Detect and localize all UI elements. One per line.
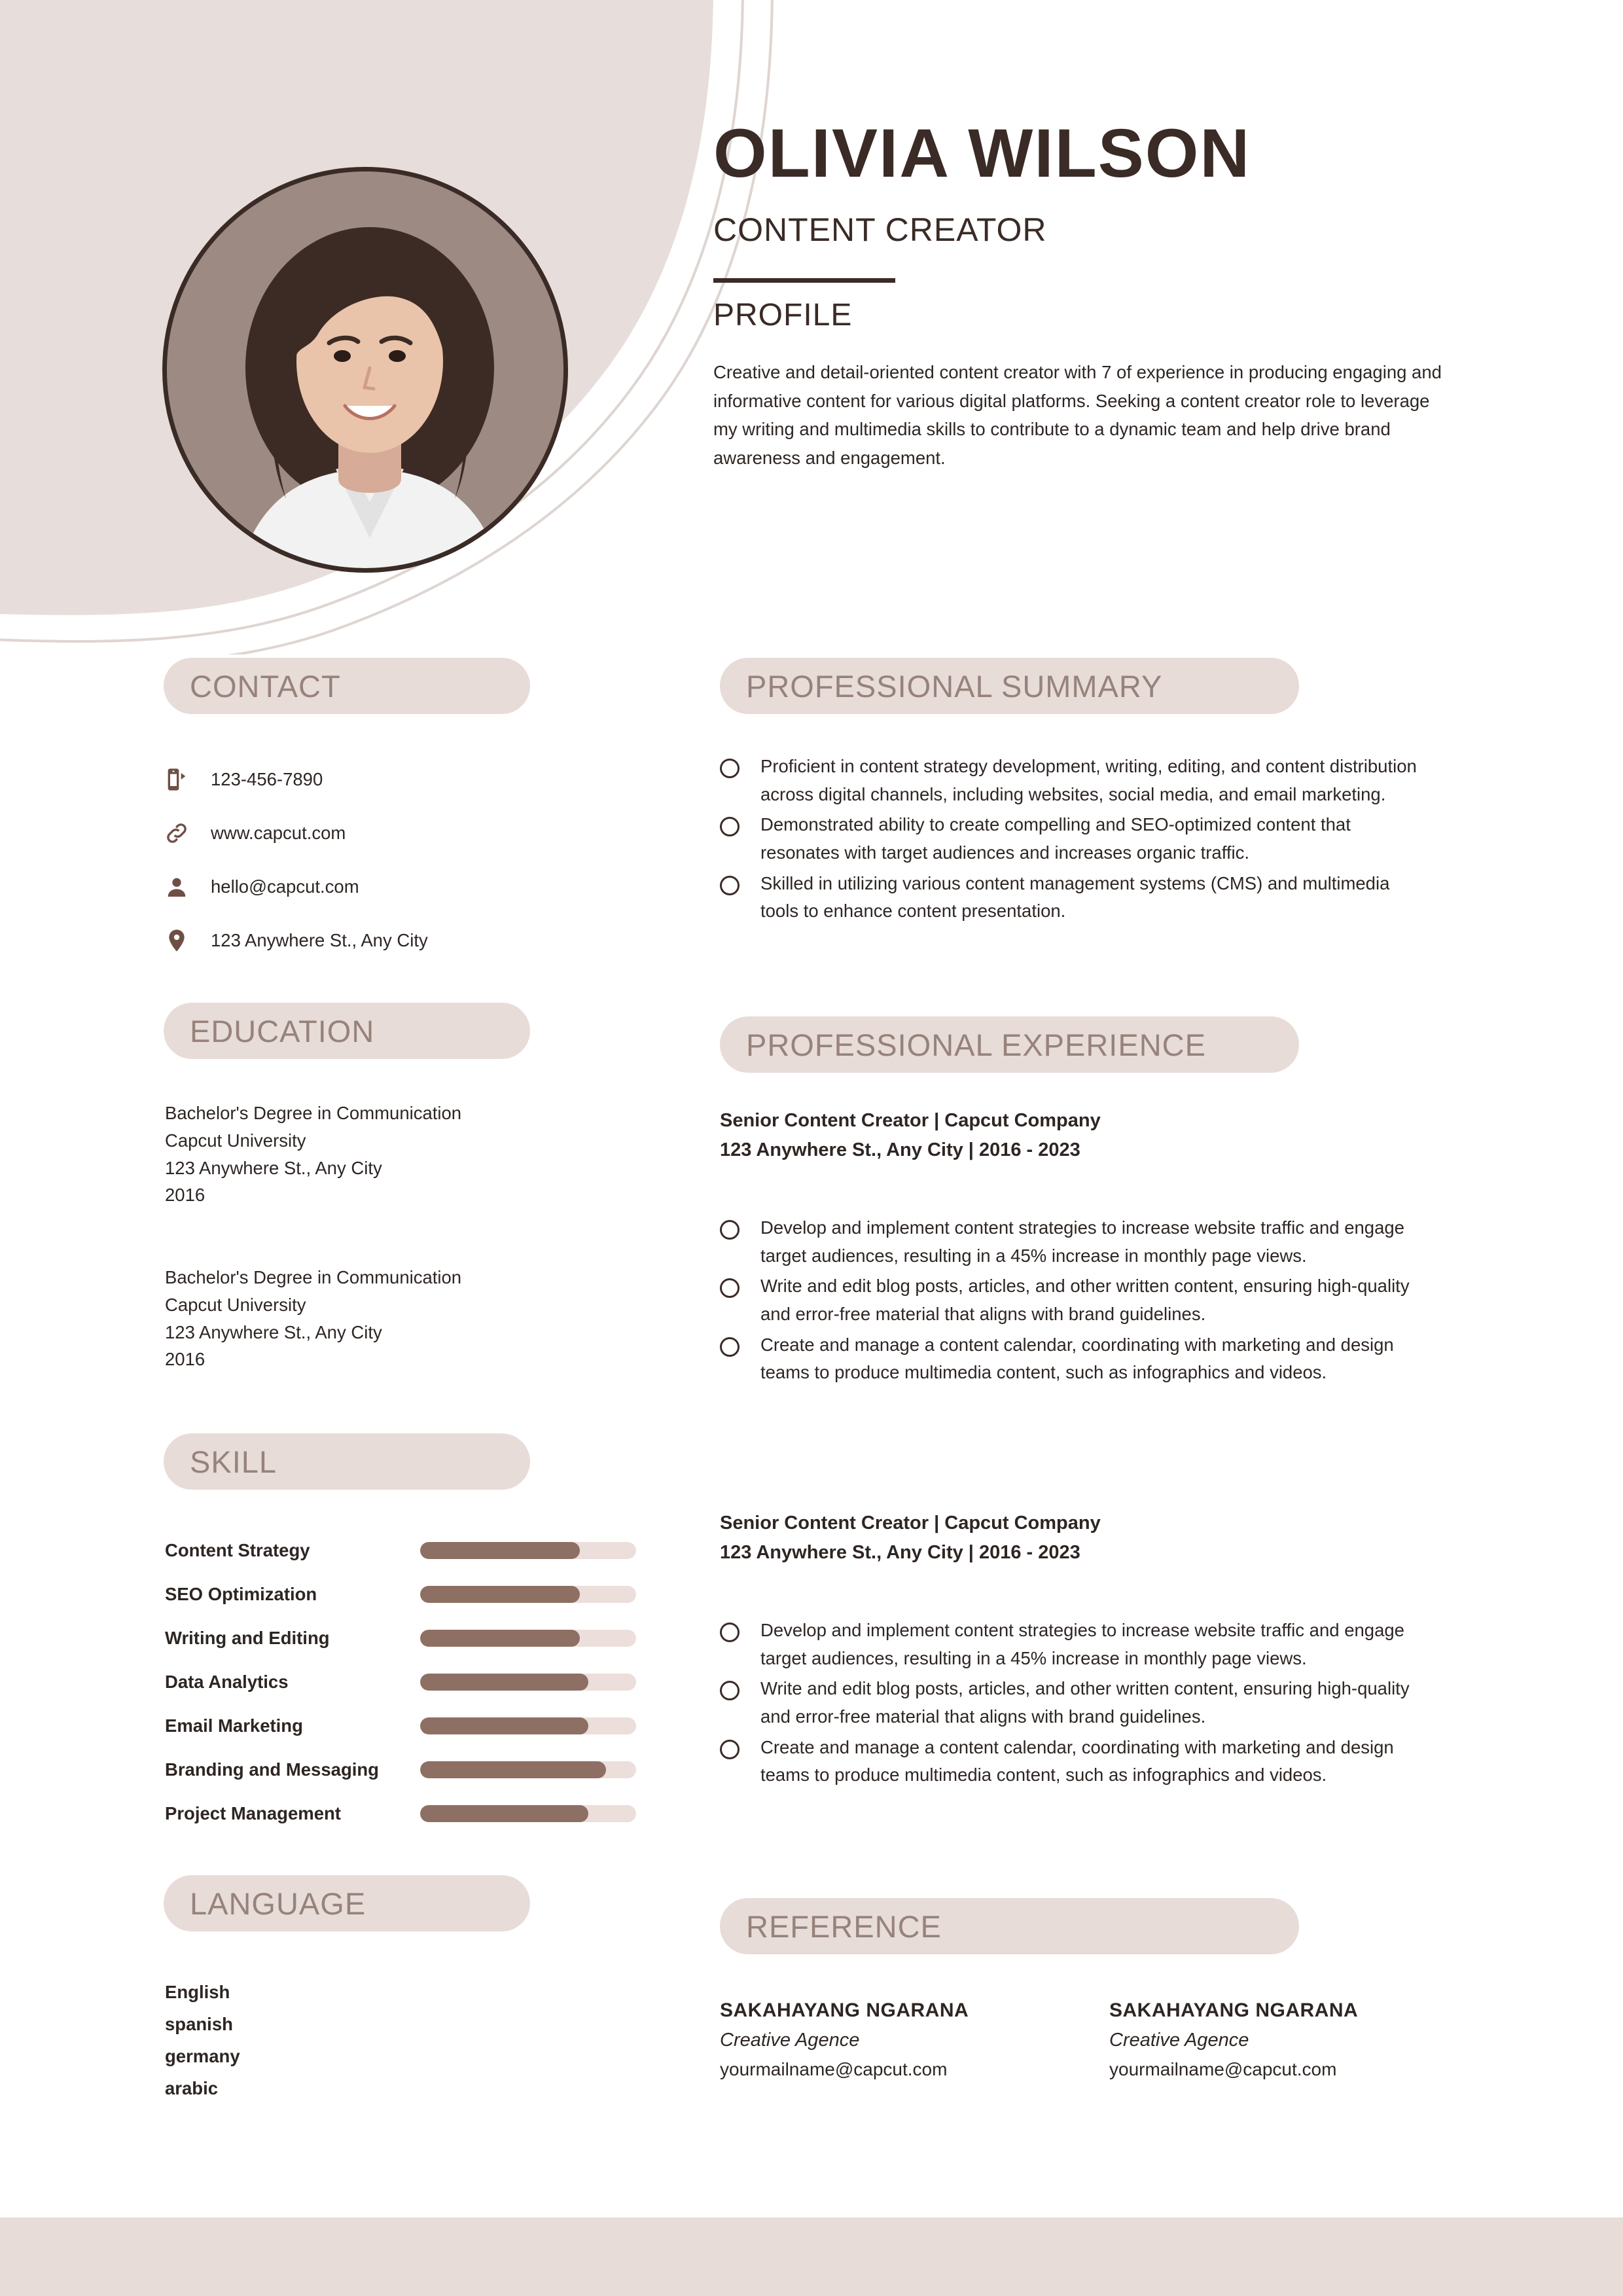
skill-item [165,1572,636,1616]
education-school: Capcut University [165,1130,306,1151]
list-item [720,1272,1421,1328]
bullet-text: Skilled in utilizing various content management systems (CMS) and multimedia tools to enhance content presentation. [760,872,1390,922]
skill-bar [420,1586,636,1603]
avatar-image [167,171,563,568]
skill-list [165,1528,636,1835]
section-label: LANGUAGE [190,1886,366,1921]
list-item [720,811,1421,867]
reference-item [720,2000,1109,2080]
skill-item [165,1528,636,1572]
skill-bar-fill [420,1630,580,1647]
skill-bar [420,1630,636,1647]
bullet-circle-icon [720,870,760,925]
skill-bar-fill [420,1805,588,1822]
bullet-text: Create and manage a content calendar, coordinating with marketing and design teams to produce multimedia content, such as infographics and videos. [760,1736,1394,1785]
education-year: 2016 [165,1185,205,1206]
skill-bar [420,1761,636,1778]
list-item [720,1331,1421,1387]
contact-item-website[interactable] [164,806,428,860]
skill-item [165,1660,636,1704]
skill-item [165,1616,636,1660]
experience-entry [720,1106,1499,1165]
list-item [720,870,1421,925]
header-block [713,115,1499,472]
education-address: 123 Anywhere St., Any City [165,1157,382,1178]
skill-bar-fill [420,1761,606,1778]
bullet-circle-icon [720,1617,760,1672]
section-label: PROFESSIONAL SUMMARY [746,668,1163,704]
location-pin-icon [164,927,202,954]
experience-bullets [720,1617,1421,1792]
list-item [720,753,1421,808]
list-item [720,1734,1421,1789]
section-heading-skill [164,1433,530,1490]
page-title: OLIVIA WILSON [713,115,1251,192]
section-heading-contact [164,658,530,714]
contact-item-email[interactable] [164,860,428,914]
section-label: PROFESSIONAL EXPERIENCE [746,1027,1206,1062]
job-meta: 123 Anywhere St., Any City | 2016 - 2023 [720,1139,1080,1160]
skill-label: Email Marketing [165,1715,303,1736]
job-meta: 123 Anywhere St., Any City | 2016 - 2023 [720,1541,1080,1563]
reference-name: SAKAHAYANG NGARANA [1109,2000,1359,2021]
profile-heading: PROFILE [713,298,853,333]
experience-bullets [720,1214,1421,1390]
skill-item [165,1704,636,1748]
bullet-text: Proficient in content strategy development, writing, editing, and content distribution across digital channels, including websites, social media, and email marketing. [760,756,1417,804]
job-role: CONTENT CREATOR [713,211,1047,249]
language-item: English [165,1982,230,2002]
bullet-circle-icon [720,1331,760,1387]
bullet-circle-icon [720,1734,760,1789]
bullet-text: Demonstrated ability to create compelling and SEO-optimized content that resonates with target audiences and increases organic traffic. [760,814,1351,863]
skill-label: Branding and Messaging [165,1759,379,1780]
bullet-circle-icon [720,753,760,808]
education-school: Capcut University [165,1294,306,1315]
bullet-circle-icon [720,1272,760,1328]
education-entry [165,1100,662,1209]
language-item: arabic [165,2077,219,2098]
section-label: EDUCATION [190,1013,375,1049]
bullet-text: Write and edit blog posts, articles, and other written content, ensuring high-quality and error-free material that aligns with brand guidelines. [760,1678,1410,1727]
reference-role: Creative Agence [720,2030,860,2051]
contact-address: 123 Anywhere St., Any City [211,930,428,950]
skill-bar [420,1542,636,1559]
link-icon [164,820,202,846]
section-heading-reference [720,1898,1299,1954]
list-item [720,1214,1421,1270]
education-degree: Bachelor's Degree in Communication [165,1103,462,1123]
skill-label: Project Management [165,1803,341,1823]
contact-phone: 123-456-7890 [211,769,323,789]
language-item: germany [165,2045,240,2066]
skill-bar [420,1674,636,1691]
list-item [720,1617,1421,1672]
profile-text: Creative and detail-oriented content creator with 7 of experience in producing engaging and informative content for various digital platforms. Seeking a content creator role to leverage my writing and multimedia skills to contribute to a dynamic team and help drive brand awareness and engagement. [713,362,1442,468]
skill-label: SEO Optimization [165,1583,317,1604]
section-heading-experience [720,1016,1299,1073]
bullet-circle-icon [720,1214,760,1270]
language-list [165,1977,240,2105]
skill-bar-fill [420,1542,580,1559]
bullet-circle-icon [720,1675,760,1731]
phone-icon [164,766,202,793]
education-entry [165,1264,662,1373]
education-degree: Bachelor's Degree in Communication [165,1267,462,1287]
section-label: REFERENCE [746,1909,942,1944]
skill-bar [420,1805,636,1822]
avatar [162,167,568,573]
section-heading-language [164,1875,530,1931]
contact-email: hello@capcut.com [211,876,359,897]
section-label: SKILL [190,1444,277,1479]
summary-bullets [720,753,1421,928]
skill-label: Data Analytics [165,1671,289,1692]
contact-item-address[interactable] [164,914,428,967]
skill-item [165,1791,636,1835]
bullet-text: Develop and implement content strategies to increase website traffic and engage target audiences, resulting in a 45% increase in monthly page views. [760,1620,1404,1668]
person-icon [164,874,202,900]
section-label: CONTACT [190,668,341,704]
skill-label: Content Strategy [165,1539,310,1560]
reference-name: SAKAHAYANG NGARANA [720,2000,969,2021]
skill-bar-fill [420,1717,588,1734]
reference-email[interactable]: yourmailname@capcut.com [720,2059,948,2079]
bullet-text: Develop and implement content strategies to increase website traffic and engage target audiences, resulting in a 45% increase in monthly page views. [760,1217,1404,1266]
education-year: 2016 [165,1349,205,1370]
contact-website: www.capcut.com [211,823,346,843]
skill-bar-fill [420,1674,588,1691]
skill-bar [420,1717,636,1734]
reference-role: Creative Agence [1109,2030,1249,2051]
bullet-text: Create and manage a content calendar, coordinating with marketing and design teams to produce multimedia content, such as infographics and videos. [760,1334,1394,1383]
experience-entry [720,1509,1499,1568]
job-title: Senior Content Creator | Capcut Company [720,1110,1101,1131]
job-title: Senior Content Creator | Capcut Company [720,1513,1101,1534]
education-address: 123 Anywhere St., Any City [165,1321,382,1342]
section-heading-education [164,1003,530,1059]
reference-email[interactable]: yourmailname@capcut.com [1109,2059,1337,2079]
skill-item [165,1748,636,1791]
language-item: spanish [165,2013,233,2034]
reference-item [1109,2000,1499,2080]
contact-item-phone[interactable] [164,753,428,806]
contact-list [164,753,428,967]
bullet-circle-icon [720,811,760,867]
section-heading-summary [720,658,1299,714]
skill-label: Writing and Editing [165,1627,330,1648]
reference-list [720,2000,1499,2080]
divider [713,278,895,283]
footer-band [0,2217,1623,2296]
list-item [720,1675,1421,1731]
bullet-text: Write and edit blog posts, articles, and other written content, ensuring high-quality and error-free material that aligns with brand guidelines. [760,1276,1410,1324]
portrait-illustration [167,171,563,568]
skill-bar-fill [420,1586,580,1603]
